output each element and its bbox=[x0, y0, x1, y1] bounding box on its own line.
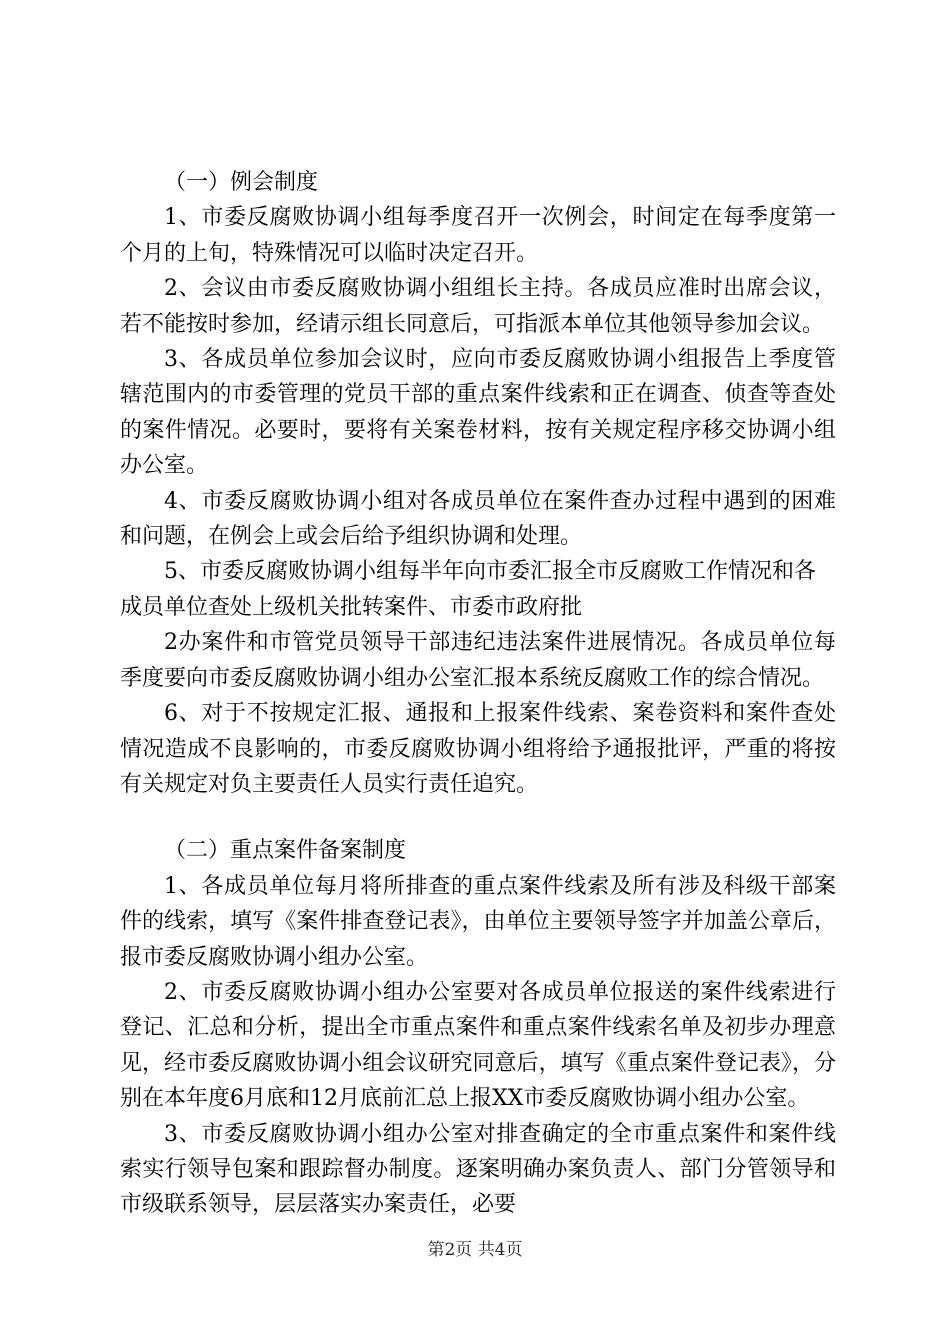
paragraph-1-1: 1、市委反腐败协调小组每季度召开一次例会，时间定在每季度第一个月的上旬，特殊情况可以临时决定召开。 bbox=[120, 205, 836, 266]
paragraph-1-5: 5、市委反腐败协调小组每半年向市委汇报全市反腐败工作情况和各成员单位查处上级机关批转案件、市委市政府批 bbox=[120, 559, 816, 620]
document-body bbox=[120, 165, 836, 1223]
paragraph-2-1: 1、各成员单位每月将所排查的重点案件线索及所有涉及科级干部案件的线索，填写《案件排查登记表》，由单位主要领导签字并加盖公章后，报市委反腐败协调小组办公室。 bbox=[120, 873, 836, 970]
section-heading-2: （二）重点案件备案制度 bbox=[164, 838, 407, 864]
paragraph-1-5-continued: 2办案件和市管党员领导干部违纪违法案件进展情况。各成员单位每季度要向市委反腐败协调小组办公室汇报本系统反腐败工作的综合情况。 bbox=[120, 630, 836, 691]
paragraph-1-6: 6、对于不按规定汇报、通报和上报案件线索、案卷资料和案件查处情况造成不良影响的，市委反腐败协调小组将给予通报批评，严重的将按有关规定对负主要责任人员实行责任追究。 bbox=[120, 701, 836, 797]
paragraph-2-3: 3、市委反腐败协调小组办公室对排查确定的全市重点案件和案件线索实行领导包案和跟踪督办制度。逐案明确办案负责人、部门分管领导和市级联系领导，层层落实办案责任，必要 bbox=[120, 1121, 836, 1218]
page-number-footer: 第2页 共4页 bbox=[427, 1240, 523, 1260]
paragraph-1-2: 2、会议由市委反腐败协调小组组长主持。各成员应准时出席会议，若不能按时参加，经请示组长同意后，可指派本单位其他领导参加会议。 bbox=[120, 276, 836, 337]
section-heading-1: （一）例会制度 bbox=[164, 170, 319, 195]
paragraph-1-4: 4、市委反腐败协调小组对各成员单位在案件查办过程中遇到的困难和问题，在例会上或会后给予组织协调和处理。 bbox=[120, 488, 836, 550]
paragraph-2-2: 2、市委反腐败协调小组办公室要对各成员单位报送的案件线索进行登记、汇总和分析，提出全市重点案件和重点案件线索名单及初步办理意见，经市委反腐败协调小组会议研究同意后，填写《重点案件登记表》，分别在本年度6月底和12月底前汇总上报XX市委反腐败协调小组办公室。 bbox=[120, 979, 836, 1112]
paragraph-1-3: 3、各成员单位参加会议时，应向市委反腐败协调小组报告上季度管辖范围内的市委管理的党员干部的重点案件线索和正在调查、侦查等查处的案件情况。必要时，要将有关案卷材料，按有关规定程序移交协调小组办公室。 bbox=[120, 347, 836, 479]
